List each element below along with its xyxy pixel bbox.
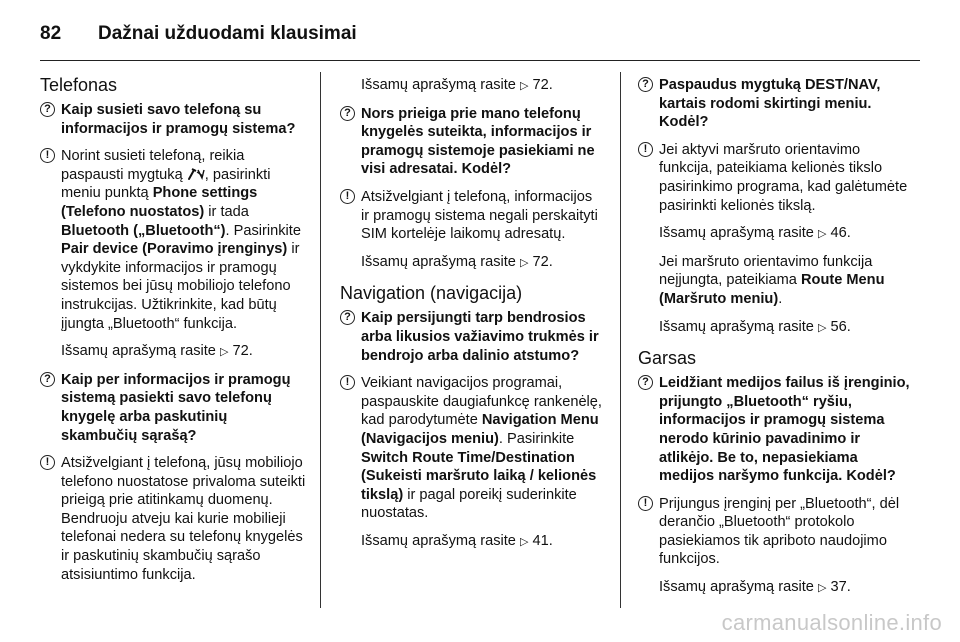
ref-arrow-icon: ▷ [817, 228, 827, 241]
exclamation-icon: ! [40, 148, 55, 163]
question-mark-icon: ? [340, 310, 355, 325]
page-header [40, 14, 920, 54]
ref-arrow-icon: ▷ [219, 346, 229, 359]
question: ? Paspaudus mygtuką DEST/NAV, kartais rodomi skirtingi meniu. Kodėl? [638, 76, 910, 132]
answer: ! Atsižvelgiant į telefoną, informacijos ir pramogų sistema negali perskaityti SIM kortelėje laikomų adresatų. [340, 188, 604, 244]
column-1 [40, 74, 306, 593]
question: ? Kaip persijungti tarp bendrosios arba likusios važiavimo trukmės ir bendrojo arba dalinio atstumo? [340, 309, 604, 365]
reference: Išsamų aprašymą rasite ▷ 37. [659, 579, 851, 596]
ref-arrow-icon: ▷ [817, 321, 827, 334]
question: ? Kaip susieti savo telefoną su informacijos ir pramogų sistema? [40, 101, 306, 138]
reference: Išsamų aprašymą rasite ▷ 46. [659, 225, 851, 242]
question-mark-icon: ? [40, 372, 55, 387]
page-title: Dažnai užduodami klausimai [98, 23, 357, 44]
header-rule [40, 60, 920, 61]
question-mark-icon: ? [638, 375, 653, 390]
column-divider [620, 72, 621, 608]
question-mark-icon: ? [40, 102, 55, 117]
exclamation-icon: ! [40, 455, 55, 470]
exclamation-icon: ! [340, 375, 355, 390]
page-number: 82 [40, 23, 62, 44]
question: ? Leidžiant medijos failus iš įrenginio, prijungto „Bluetooth“ ryšiu, informacijos ir pramogų sistema nerodo kūrinio pavadinimo ir atlikėjo. Be to, nepasiekiama medijos naršymo funkcija. Kodėl? [638, 374, 910, 486]
ref-arrow-icon: ▷ [817, 582, 827, 595]
section-heading-telefonas: Telefonas [40, 75, 118, 95]
exclamation-icon: ! [340, 189, 355, 204]
phone-key-icon [187, 167, 205, 181]
paragraph: Jei maršruto orientavimo funkcija neįjungta, pateikiama Route Menu (Maršruto meniu). [659, 253, 885, 307]
reference: Išsamų aprašymą rasite ▷ 72. [61, 343, 253, 360]
answer: ! Prijungus įrenginį per „Bluetooth“, dėl derančio „Bluetooth“ protokolo pasiekiamos tik apriboto naudojimo funkcijos. [638, 495, 910, 569]
question: ? Kaip per informacijos ir pramogų sistemą pasiekti savo telefonų knygelę arba paskutinių skambučių sąrašą? [40, 371, 306, 445]
section-heading-garsas: Garsas [638, 348, 697, 369]
ref-arrow-icon: ▷ [519, 80, 529, 92]
reference: Išsamų aprašymą rasite ▷ 56. [659, 318, 851, 335]
ref-arrow-icon: ▷ [519, 535, 529, 548]
column-2 [340, 74, 604, 560]
watermark: carmanualsonline.info [721, 610, 942, 635]
column-3 [638, 74, 910, 607]
answer: ! Norint susieti telefoną, reikia paspausti mygtuką , pasirinkti meniu punktą Phone settings (Telefono nuostatos) ir tada Bluetooth („Bluetooth“). Pasirinkite Pair device (Poravimo įrenginys) ir vykdykite informacijos ir pramogų sistemos bei jūsų mobiliojo telefono instrukcijas. Užtikrinkite, kad būtų įjungta „Bluetooth“ funkcija. [40, 147, 306, 333]
column-divider [320, 72, 321, 608]
exclamation-icon: ! [638, 142, 653, 157]
question-mark-icon: ? [340, 106, 355, 121]
question: ? Nors prieiga prie mano telefonų knygelės suteikta, informacijos ir pramogų sistemoje pasiekiami ne visi adresatai. Kodėl? [340, 105, 604, 179]
question-mark-icon: ? [638, 77, 653, 92]
answer: ! Jei aktyvi maršruto orientavimo funkcija, pateikiama kelionės tikslo pasirinkimo programa, kad galėtumėte pasirinkti kelionės tikslą. [638, 141, 910, 215]
reference: Išsamų aprašymą rasite ▷ 72. [361, 253, 553, 270]
reference: Išsamų aprašymą rasite ▷ 72. [361, 77, 553, 93]
reference: Išsamų aprašymą rasite ▷ 41. [361, 532, 553, 549]
section-heading-navigation: Navigation (navigacija) [340, 283, 523, 304]
answer: ! Atsižvelgiant į telefoną, jūsų mobiliojo telefono nuostatose privaloma suteikti prieigą prie atitinkamų duomenų. Bendruoju atveju kai kurie mobilieji telefonai nedera su telefonų knygelės ir paskutinių skambučių sąrašo atsisiuntimo funkcija. [40, 454, 306, 584]
ref-arrow-icon: ▷ [519, 256, 529, 269]
exclamation-icon: ! [638, 496, 653, 511]
answer: ! Veikiant navigacijos programai, paspauskite daugiafunkcę rankenėlę, kad parodytumėte Navigation Menu (Navigacijos meniu). Pasirinkite Switch Route Time/Destination (Sukeisti maršruto laiką / kelionės tikslą) ir pagal poreikį suderinkite nuostatas. [340, 374, 604, 523]
